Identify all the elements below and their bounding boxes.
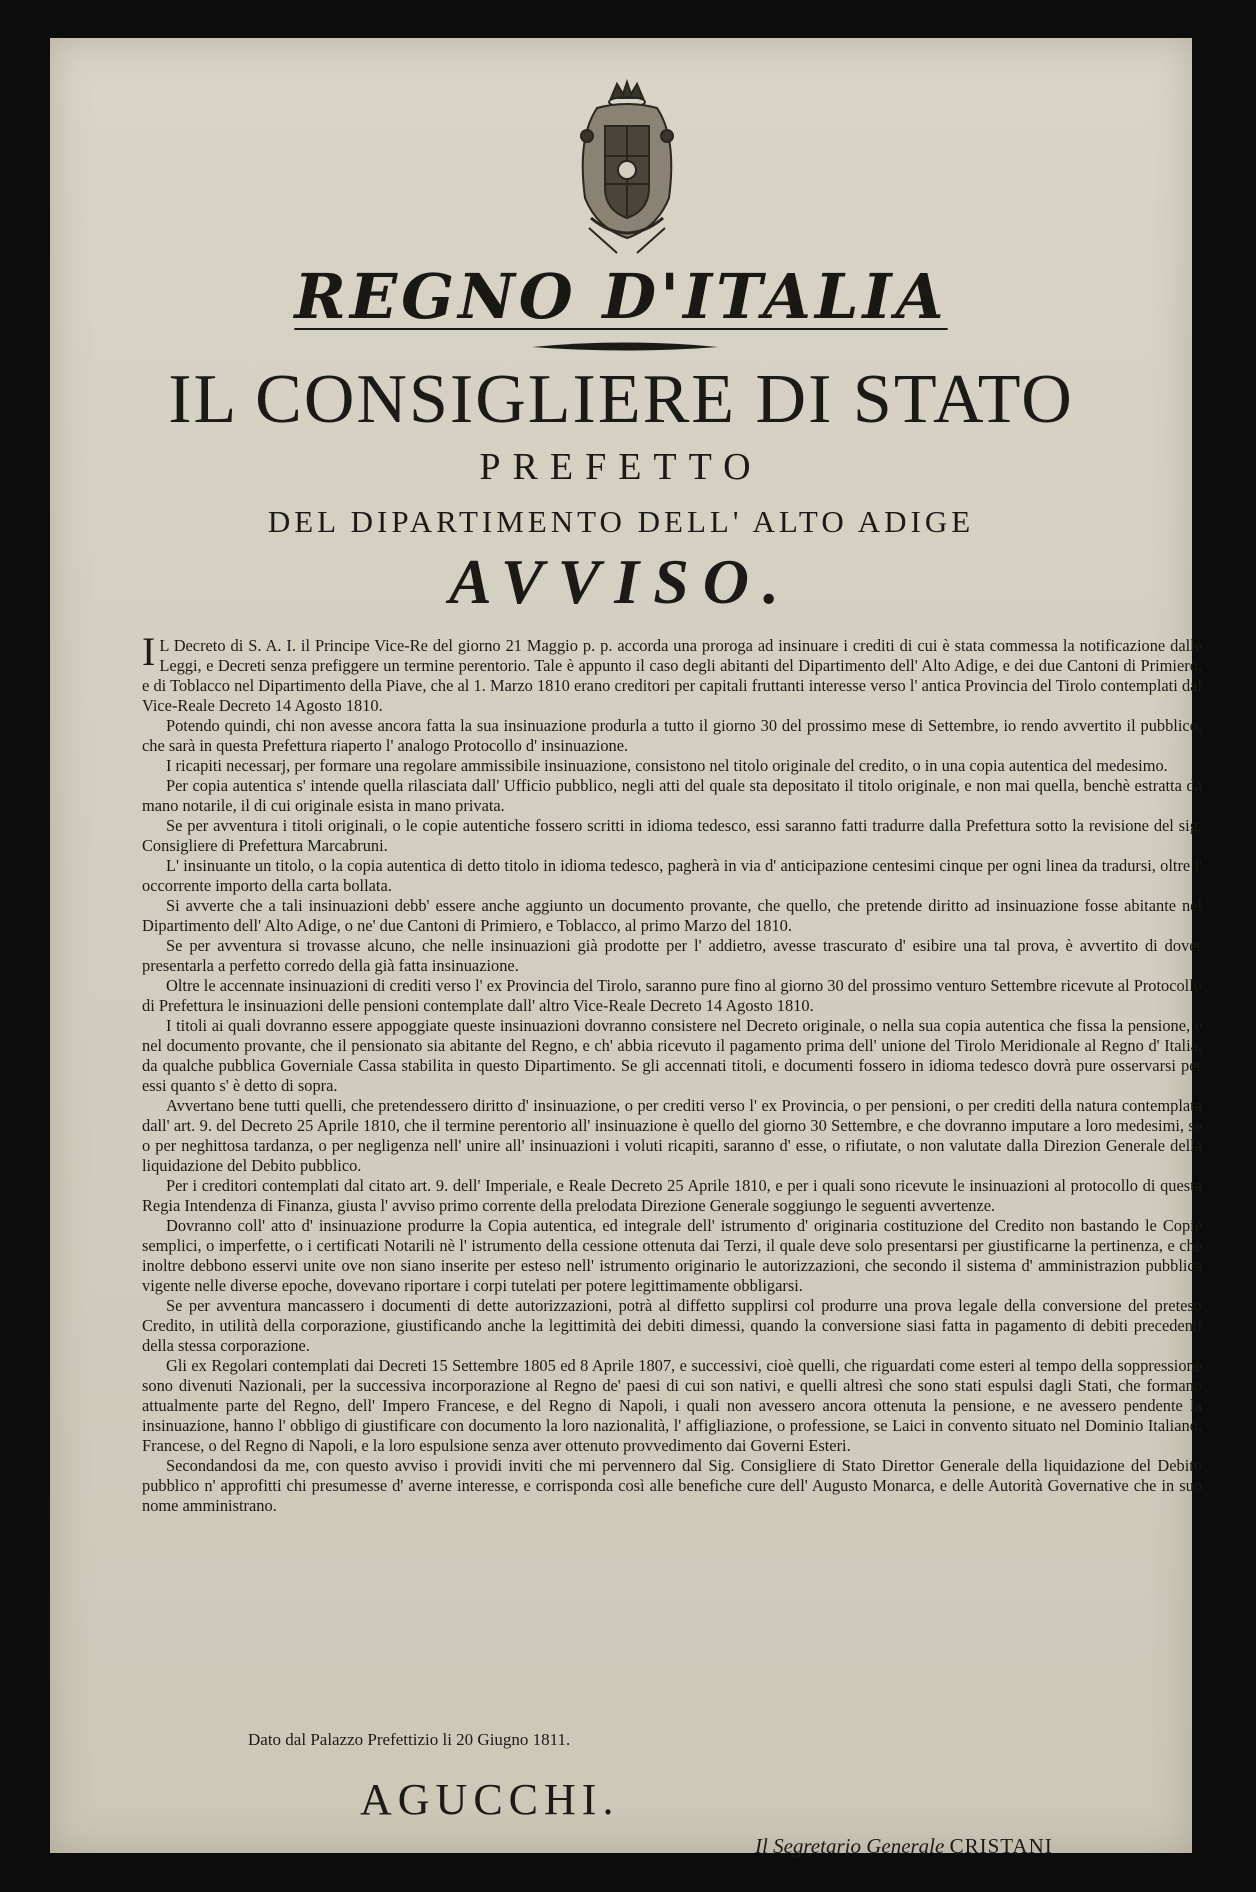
paragraph: Secondandosi da me, con questo avviso i providi inviti che mi pervennero dal Sig. Consigliere di Stato Direttor Generale della liquidazione del Debito pubblico n' approfitti chi presumesse d' averne interesse, e corrisponda così alle benefiche cure dell' Augusto Monarca, e delle Autorità Governative che in suo nome amministrano. xyxy=(142,1456,1202,1515)
drop-cap: I xyxy=(142,629,156,674)
kingdom-heading: REGNO D'ITALIA xyxy=(294,260,948,333)
paragraph: Si avverte che a tali insinuazioni debb' essere anche aggiunto un documento provante, che quello, che pretende diritto ad insinuazione fosse abitante nel Dipartimento dell' Alto Adige, o ne' due Cantoni di Primiero, e Toblacco, al primo Marzo del 1810. xyxy=(142,896,1202,935)
prefect-signature: AGUCCHI. xyxy=(360,1775,620,1824)
paragraph: Se per avventura i titoli originali, o le copie autentiche fossero scritti in idioma tedesco, essi saranno fatti tradurre dalla Prefettura sotto la revisione del sig. Consigliere di Prefettura Marcabruni. xyxy=(142,816,1202,855)
paragraph: Avvertano bene tutti quelli, che pretendessero diritto d' insinuazione, o per crediti verso l' ex Provincia, o per pensioni, o per crediti della natura contemplata dall' art. 9. del Decreto 25 Aprile 1810, che il termine perentorio all' insinuazione è quello del giorno 30 Settembre, e che dovranno imputare a loro medesimi, se o per neghittosa tardanza, o per negligenza nell' unire all' insinuazioni i voluti ricapiti, saranno d' esse, o rifiutate, o non valutate dalla Direzion Generale della liquidazione del Debito pubblico. xyxy=(142,1096,1202,1175)
secretary-signature xyxy=(755,1834,1053,1859)
paragraph: I L Decreto di S. A. I. il Principe Vice-Re del giorno 21 Maggio p. p. accorda una proroga ad insinuare i crediti di cui è stata commessa la notificazione dalle Leggi, e Decreti senza prefiggere un termine perentorio. Tale è appunto il caso degli abitanti del Dipartimento dell' Alto Adige, e dei due Cantoni di Primiero, e di Toblacco nel Dipartimento della Piave, che al 1. Marzo 1810 erano creditori per capitali fruttanti interesse verso l' antica Provincia del Tirolo contemplati dal Vice-Reale Decreto 14 Agosto 1810. xyxy=(142,629,1202,715)
paragraph: Potendo quindi, chi non avesse ancora fatta la sua insinuazione produrla a tutto il giorno 30 del prossimo mese di Settembre, io rendo avvertito il pubblico, che sarà in questa Prefettura riaperto l' analogo Protocollo d' insinuazione. xyxy=(142,716,1202,755)
paragraph: Se per avventura si trovasse alcuno, che nelle insinuazioni già prodotte per l' addietro, avesse trascurato d' esibire una tal prova, è avvertito di dover presentarla a perfetto corredo della già fatta insinuazione. xyxy=(142,936,1202,975)
paragraph: I ricapiti necessarj, per formare una regolare ammissibile insinuazione, consistono nel titolo originale del credito, o in una copia autentica del medesimo. xyxy=(166,756,1168,775)
paragraph: Oltre le accennate insinuazioni di crediti verso l' ex Provincia del Tirolo, saranno pure fino al giorno 30 del prossimo venturo Settembre ricevute al Protocollo di Prefettura le insinuazioni delle pensioni contemplate dall' altro Vice-Reale Decreto 14 Agosto 1810. xyxy=(142,976,1202,1015)
notice-heading: AVVISO. xyxy=(448,546,794,617)
paragraph: Gli ex Regolari contemplati dai Decreti 15 Settembre 1805 ed 8 Aprile 1807, e successivi, cioè quelli, che riguardati come esteri al tempo della soppressione sono divenuti Nazionali, per la successiva incorporazione al Regno de' paesi di cui son nativi, e quelli altresì che sono stati espulsi dagli Stati, che formano attualmente parte del Regno, dell' Impero Francese, e del Regno di Napoli, i quali non avessero ancora ottenuta la pensione, e ne avessero pendente la insinuazione, hanno l' obbligo di giustificare con documento la loro nazionalità, l' affigliazione, o professione, se Laici in convento situato nel Dominio Italiano, Francese, o del Regno di Napoli, e la loro espulsione senza aver ottenuto provvedimento dai Governi Esteri. xyxy=(142,1356,1202,1455)
paragraph: Se per avventura mancassero i documenti di dette autorizzazioni, potrà al diffetto supplirsi col produrre una prova legale della conversione del preteso Credito, in utilità della corporazione, giustificando anche la legittimità dei debiti dimessi, quando la conversione siasi fatta in pagamento di debiti precedenti della stessa corporazione. xyxy=(142,1296,1202,1355)
paragraph: Per copia autentica s' intende quella rilasciata dall' Ufficio pubblico, negli atti del quale sta depositato il titolo originale, e non mai quella, benchè estratta da mano notarile, il di cui originale esista in mano privata. xyxy=(142,776,1202,815)
paragraph: Dovranno coll' atto d' insinuazione produrre la Copia autentica, ed integrale dell' istrumento d' originaria costituzione del Credito non bastando le Copie semplici, o imperfette, o i certificati Notarili nè l' istrumento della cessione ottenuta dai Terzi, il quale deve solo presentarsi per giustificarne la pertinenza, e che inoltre debbono esservi unite ove non siano inserite per esteso nell' istrumento originario le autorizzazioni, che secondo il sistema d' amministrazion pubblica vigente nelle diverse epoche, dovevano riportare i corpi tutelati per potere legittimamente obbligarsi. xyxy=(142,1216,1202,1295)
page-title: IL CONSIGLIERE DI STATO xyxy=(168,361,1074,438)
issue-date: Dato dal Palazzo Prefettizio li 20 Giugno 1811. xyxy=(248,1730,571,1749)
secretary-name: CRISTANI xyxy=(949,1834,1053,1858)
department-heading: DEL DIPARTIMENTO DELL' ALTO ADIGE xyxy=(267,504,975,539)
coat-of-arms-icon xyxy=(567,78,687,258)
page-subtitle: PREFETTO xyxy=(479,446,763,488)
paragraph: L' insinuante un titolo, o la copia autentica di detto titolo in idioma tedesco, pagherà in via d' anticipazione centesimi cinque per ogni linea da tradursi, oltre l' occorrente importo della carta bollata. xyxy=(142,856,1202,895)
paragraph: I titoli ai quali dovranno essere appoggiate queste insinuazioni dovranno consistere nel Decreto originale, o nella sua copia autentica che fissa la pensione, e nel documento provante, che il pensionato sia abitante del Regno, e ch' abbia ricevuto il pagamento prima dell' unione del Tirolo Meridionale al Regno d' Italia, da qualche pubblica Governiale Cassa stabilita in questo Dipartimento. Se gli accennati titoli, e documenti fossero in idioma tedesco dovrà pure osservarsi per essi quanto s' è detto di sopra. xyxy=(142,1016,1202,1095)
secretary-title: Il Segretario Generale xyxy=(755,1834,945,1858)
proclamation-sheet xyxy=(50,38,1202,1858)
paragraph: Per i creditori contemplati dal citato art. 9. dell' Imperiale, e Reale Decreto 25 Aprile 1810, e per i quali sono ricevute le insinuazioni al protocollo di questa Regia Intendenza di Finanza, giusta l' avviso primo corrente della prelodata Direzione Generale soggiungo le seguenti avvertenze. xyxy=(142,1176,1202,1215)
ornament-rule-icon xyxy=(530,340,720,354)
notice-body xyxy=(142,629,1202,1516)
